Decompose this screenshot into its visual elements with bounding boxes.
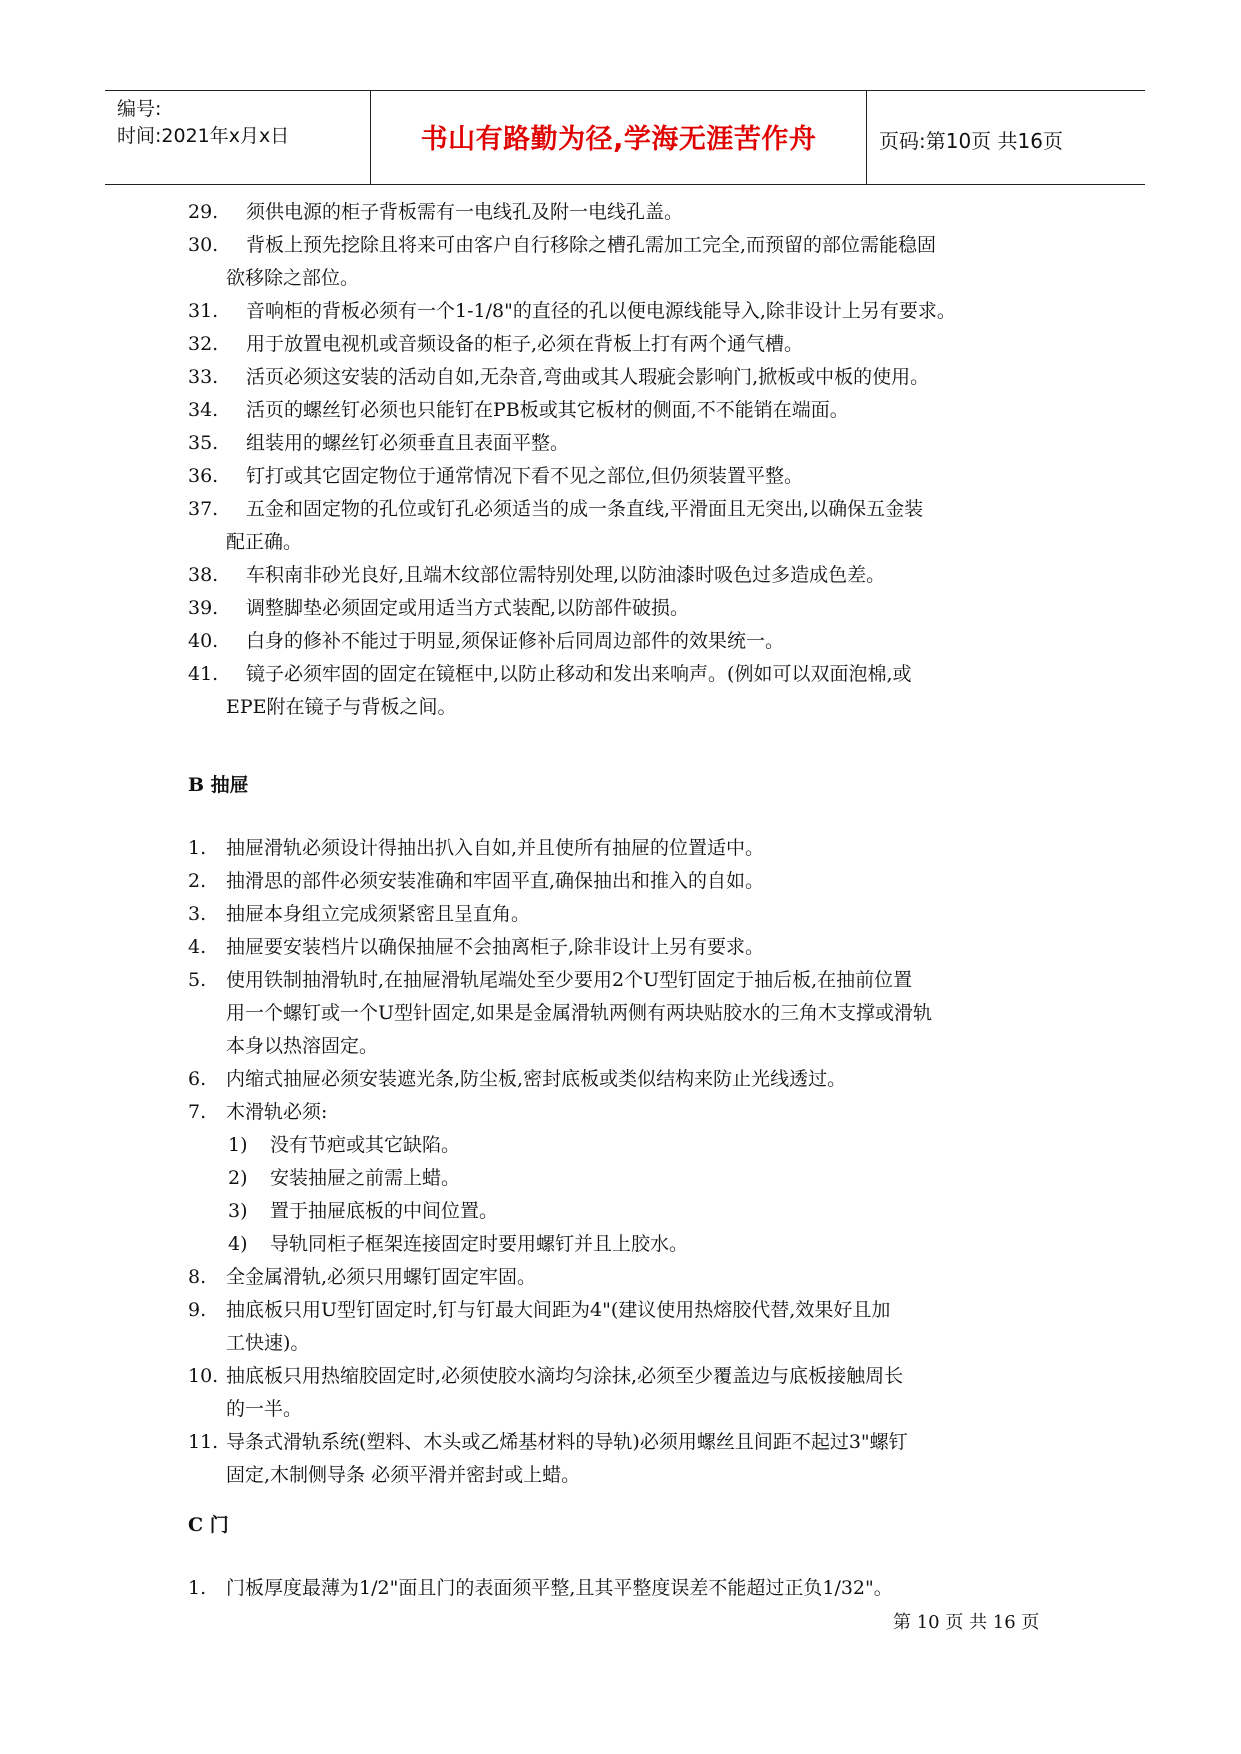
list-item-number: 10.	[188, 1365, 219, 1387]
sub-list-item-text: 导轨同柜子框架连接固定时要用螺钉并且上胶水。	[270, 1233, 689, 1255]
list-item-number: 41.	[188, 663, 219, 685]
section-c-heading: C 门	[188, 1514, 229, 1536]
list-item-continuation: 工快速)。	[226, 1332, 310, 1354]
list-item-number: 37.	[188, 498, 219, 520]
list-item-text: 组装用的螺丝钉必须垂直且表面平整。	[246, 432, 570, 454]
list-item-number: 36.	[188, 465, 219, 487]
page-footer: 第 10 页 共 16 页	[893, 1612, 1040, 1633]
list-item-text: 车积南非砂光良好,且端木纹部位需特别处理,以防油漆时吸色过多造成色差。	[246, 564, 886, 586]
page-header	[105, 90, 1145, 185]
list-item-number: 4.	[188, 936, 207, 958]
list-item-text: 音响柜的背板必须有一个1-1/8"的直径的孔以便电源线能导入,除非设计上另有要求。	[246, 300, 956, 322]
sub-list-item-number: 3)	[228, 1200, 248, 1222]
sub-list-item-text: 安装抽屉之前需上蜡。	[270, 1167, 461, 1189]
header-motto-cell	[370, 91, 867, 184]
list-item-number: 30.	[188, 234, 219, 256]
list-item-text: 导条式滑轨系统(塑料、木头或乙烯基材料的导轨)必须用螺丝且间距不起过3"螺钉	[226, 1431, 908, 1453]
list-item-text: 抽底板只用U型钉固定时,钉与钉最大间距为4"(建议使用热熔胶代替,效果好且加	[226, 1299, 891, 1321]
list-item-text: 五金和固定物的孔位或钉孔必须适当的成一条直线,平滑面且无突出,以确保五金装	[246, 498, 924, 520]
sub-list-item-number: 2)	[228, 1167, 248, 1189]
header-motto: 书山有路勤为径,学海无涯苦作舟	[420, 124, 817, 155]
list-item-text: 钉打或其它固定物位于通常情况下看不见之部位,但仍须装置平整。	[246, 465, 804, 487]
list-item-number: 6.	[188, 1068, 207, 1090]
header-left-cell	[105, 91, 370, 184]
list-item-continuation: 欲移除之部位。	[226, 267, 360, 289]
list-item-number: 1.	[188, 837, 207, 859]
list-item-text: 活页的螺丝钉必须也只能钉在PB板或其它板材的侧面,不不能销在端面。	[246, 399, 849, 421]
list-item-number: 29.	[188, 201, 219, 223]
list-item-continuation: 用一个螺钉或一个U型针固定,如果是金属滑轨两侧有两块贴胶水的三角木支撑或滑轨	[226, 1002, 933, 1024]
sub-list-item-text: 置于抽屉底板的中间位置。	[270, 1200, 499, 1222]
list-item-text: 抽滑思的部件必须安装准确和牢固平直,确保抽出和推入的自如。	[226, 870, 765, 892]
sub-list-item-number: 4)	[228, 1233, 248, 1255]
header-page-cell	[867, 91, 1145, 184]
sub-list-item-text: 没有节疤或其它缺陷。	[270, 1134, 461, 1156]
list-item-text: 全金属滑轨,必须只用螺钉固定牢固。	[226, 1266, 537, 1288]
list-item-number: 35.	[188, 432, 219, 454]
list-item-text: 须供电源的柜子背板需有一电线孔及附一电线孔盖。	[246, 201, 684, 223]
header-page-info: 页码:第10页 共16页	[879, 129, 1063, 153]
list-item-text: 抽屉要安装档片以确保抽屉不会抽离柜子,除非设计上另有要求。	[226, 936, 765, 958]
list-item-text: 镜子必须牢固的固定在镜框中,以防止移动和发出来响声。(例如可以双面泡棉,或	[246, 663, 912, 685]
list-item-number: 40.	[188, 630, 219, 652]
section-b-heading: B 抽屉	[188, 774, 249, 796]
list-item-number: 11.	[188, 1431, 219, 1453]
list-item-text: 活页必须这安装的活动自如,无杂音,弯曲或其人瑕疵会影响门,掀板或中板的使用。	[246, 366, 930, 388]
list-item-text: 内缩式抽屉必须安装遮光条,防尘板,密封底板或类似结构来防止光线透过。	[226, 1068, 847, 1090]
list-item-text: 木滑轨必须:	[226, 1101, 328, 1123]
list-item-text: 用于放置电视机或音频设备的柜子,必须在背板上打有两个通气槽。	[246, 333, 804, 355]
list-item-number: 38.	[188, 564, 219, 586]
document-number-label: 编号:	[117, 98, 162, 120]
list-item-text: 抽底板只用热缩胶固定时,必须使胶水滴均匀涂抹,必须至少覆盖边与底板接触周长	[226, 1365, 904, 1387]
list-item-number: 31.	[188, 300, 219, 322]
sub-list-item-number: 1)	[228, 1134, 248, 1156]
list-item-number: 34.	[188, 399, 219, 421]
list-item-number: 9.	[188, 1299, 207, 1321]
list-item-number: 39.	[188, 597, 219, 619]
list-item-number: 7.	[188, 1101, 207, 1123]
list-item-number: 8.	[188, 1266, 207, 1288]
list-item-text: 抽屉滑轨必须设计得抽出扒入自如,并且使所有抽屉的位置适中。	[226, 837, 765, 859]
list-item-number: 32.	[188, 333, 219, 355]
document-time-label: 时间:2021年x月x日	[117, 125, 290, 147]
list-item-continuation: 配正确。	[226, 531, 303, 553]
list-item-number: 1.	[188, 1577, 207, 1599]
list-item-number: 2.	[188, 870, 207, 892]
list-item-text: 使用铁制抽滑轨时,在抽屉滑轨尾端处至少要用2个U型钉固定于抽后板,在抽前位置	[226, 969, 913, 991]
list-item-continuation: EPE附在镜子与背板之间。	[226, 696, 457, 718]
list-item-continuation: 本身以热溶固定。	[226, 1035, 379, 1057]
list-item-continuation: 的一半。	[226, 1398, 303, 1420]
list-item-number: 5.	[188, 969, 207, 991]
list-item-text: 调整脚垫必须固定或用适当方式装配,以防部件破损。	[246, 597, 690, 619]
list-item-number: 3.	[188, 903, 207, 925]
list-item-text: 门板厚度最薄为1/2"面且门的表面须平整,且其平整度误差不能超过正负1/32"。	[226, 1577, 893, 1599]
list-item-continuation: 固定,木制侧导条 必须平滑并密封或上蜡。	[226, 1464, 581, 1486]
list-item-number: 33.	[188, 366, 219, 388]
list-item-text: 白身的修补不能过于明显,须保证修补后同周边部件的效果统一。	[246, 630, 785, 652]
list-item-text: 背板上预先挖除且将来可由客户自行移除之槽孔需加工完全,而预留的部位需能稳固	[246, 234, 937, 256]
list-item-text: 抽屉本身组立完成须紧密且呈直角。	[226, 903, 531, 925]
